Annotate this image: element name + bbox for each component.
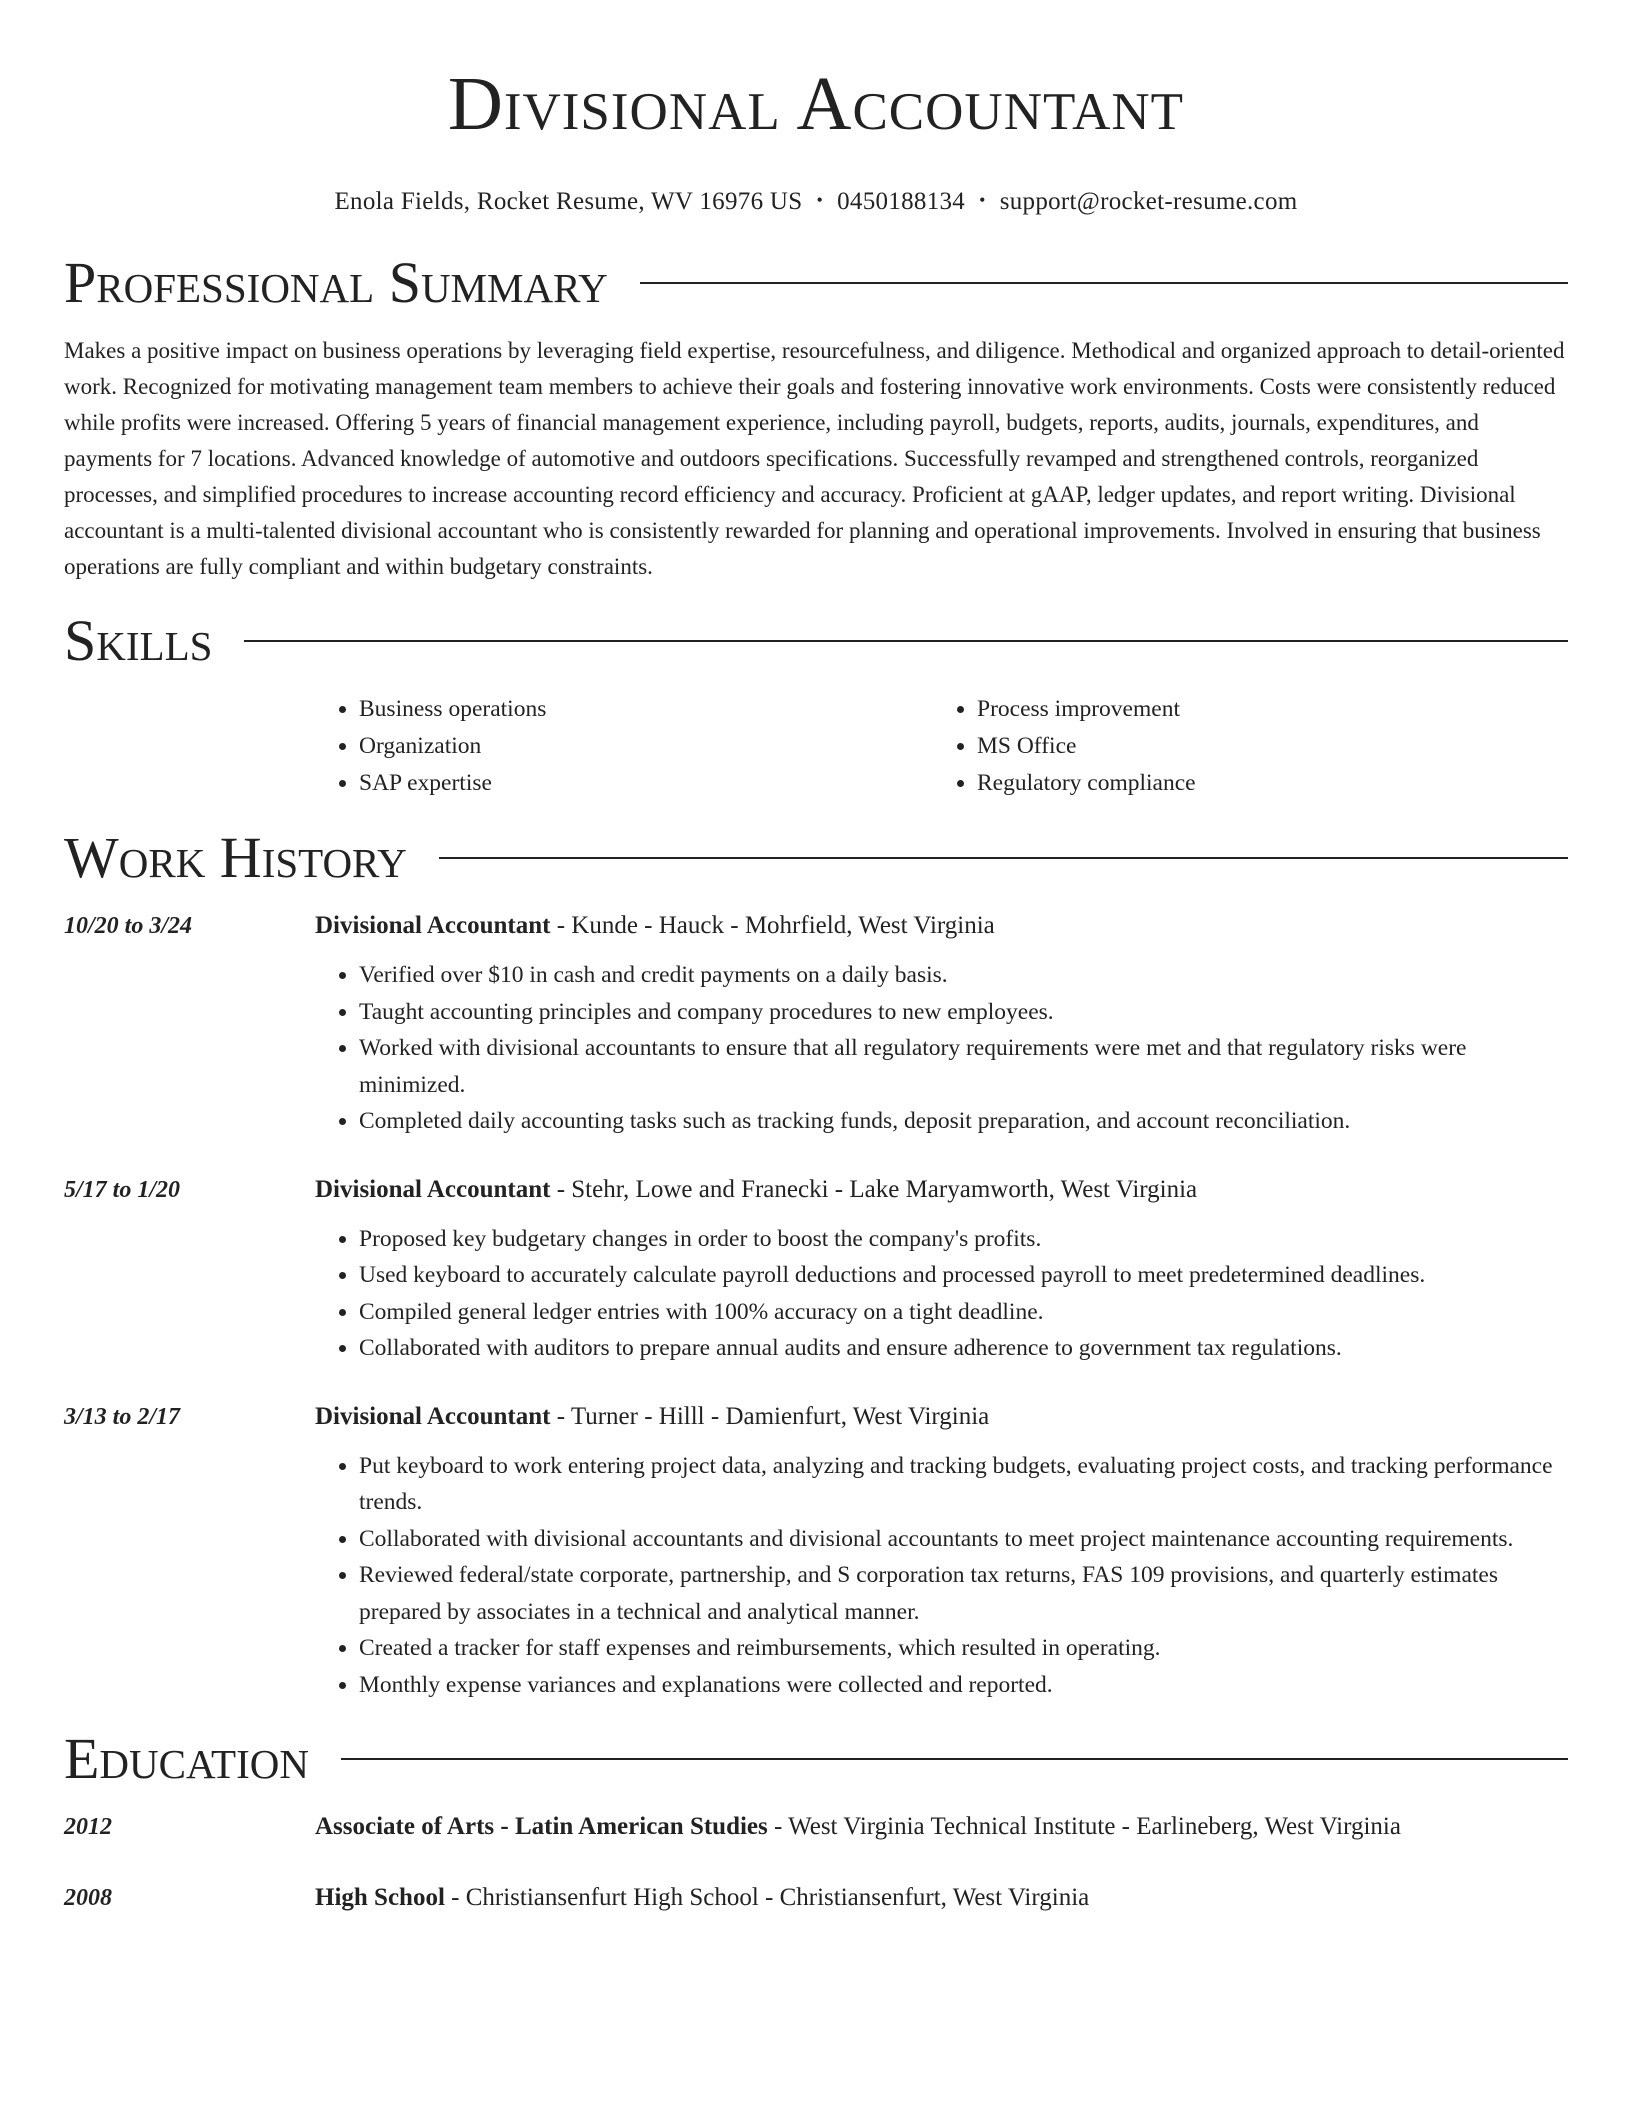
work-bullet: • Compiled general ledger entries with 100% accuracy on a tight deadline.	[359, 1294, 1568, 1331]
education-entry-body	[315, 1880, 1568, 1916]
work-bullet: • Completed daily accounting tasks such as tracking funds, deposit preparation, and account reconciliation.	[359, 1103, 1568, 1140]
section-header-summary	[64, 251, 1568, 315]
section-title-skills: Skills	[64, 608, 213, 673]
work-bullets	[315, 1448, 1568, 1704]
work-bullet: • Worked with divisional accountants to ensure that all regulatory requirements were met and that regulatory risks were minimized.	[359, 1030, 1568, 1103]
education-year: 2012	[64, 1814, 112, 1840]
work-bullet: • Used keyboard to accurately calculate payroll deductions and processed payroll to meet predetermined deadlines.	[359, 1257, 1568, 1294]
work-entry-body	[315, 1399, 1568, 1704]
skill-item: • MS Office	[977, 728, 1551, 765]
section-divider	[439, 857, 1568, 859]
education-entry	[64, 1809, 1568, 1845]
contact-address: Enola Fields, Rocket Resume, WV 16976 US	[334, 188, 803, 215]
work-entry	[64, 1399, 1568, 1704]
job-details: - Kunde - Hauck - Mohrfield, West Virginia	[550, 912, 995, 939]
skills-column-right	[933, 691, 1551, 802]
work-entry-body	[315, 908, 1568, 1140]
contact-separator: •	[979, 190, 986, 210]
skill-item: • Regulatory compliance	[977, 765, 1551, 802]
section-header-education	[64, 1727, 1568, 1791]
school-details: - West Virginia Technical Institute - Earlineberg, West Virginia	[767, 1813, 1401, 1840]
work-entry	[64, 1172, 1568, 1367]
resume-title: Divisional Accountant	[447, 62, 1185, 146]
work-dates: 5/17 to 1/20	[64, 1176, 181, 1203]
section-divider	[341, 1758, 1568, 1760]
degree-name: Associate of Arts - Latin American Studies	[315, 1813, 768, 1840]
education-entry	[64, 1880, 1568, 1916]
skill-item: • Organization	[359, 728, 933, 765]
work-bullet: • Collaborated with auditors to prepare annual audits and ensure adherence to government tax regulations.	[359, 1330, 1568, 1367]
section-divider	[640, 282, 1568, 284]
section-title-summary: Professional Summary	[64, 250, 608, 315]
work-title-line	[315, 1172, 1568, 1208]
work-dates: 10/20 to 3/24	[64, 913, 193, 939]
summary-text: Makes a positive impact on business operations by leveraging field expertise, resourcefulness, and diligence. Methodical and organized approach to detail-oriented work. Recognized for motivating management team members to achieve their goals and fostering innovative work environments. Costs were consistently reduced while profits were increased. Offering 5 years of financial management experience, including payroll, budgets, reports, audits, journals, expenditures, and payments for 7 locations. Advanced knowledge of automotive and outdoors specifications. Successfully revamped and strengthened controls, reorganized processes, and simplified procedures to increase accounting record efficiency and accuracy. Proficient at gAAP, ledger updates, and report writing. Divisional accountant is a multi-talented divisional accountant who is consistently rewarded for planning and operational improvements. Involved in ensuring that business operations are fully compliant and within budgetary constraints.	[64, 338, 1565, 579]
work-entry-body	[315, 1172, 1568, 1367]
section-divider	[244, 640, 1568, 642]
job-title: Divisional Accountant	[315, 1402, 551, 1430]
work-bullet: • Collaborated with divisional accountants and divisional accountants to meet project maintenance accounting requirements.	[359, 1521, 1568, 1558]
skill-item: • SAP expertise	[359, 765, 933, 802]
school-details: - Christiansenfurt High School - Christiansenfurt, West Virginia	[444, 1884, 1090, 1911]
section-header-work	[64, 826, 1568, 890]
job-details: - Stehr, Lowe and Franecki - Lake Maryamworth, West Virginia	[550, 1175, 1198, 1203]
skill-item: • Process improvement	[977, 691, 1551, 728]
section-title-work: Work History	[64, 825, 407, 890]
education-year: 2008	[64, 1885, 112, 1911]
work-bullets	[315, 1221, 1568, 1367]
degree-name: High School	[315, 1884, 445, 1911]
skills-grid	[315, 691, 1568, 802]
section-title-education: Education	[64, 1726, 309, 1791]
work-bullets	[315, 957, 1568, 1140]
skills-column-left	[315, 691, 933, 802]
job-title: Divisional Accountant	[315, 912, 551, 939]
work-bullet: • Monthly expense variances and explanations were collected and reported.	[359, 1667, 1568, 1704]
work-title-line	[315, 1399, 1568, 1435]
work-bullet: • Reviewed federal/state corporate, partnership, and S corporation tax returns, FAS 109 provisions, and quarterly estimates prepared by associates in a technical and analytical manner.	[359, 1557, 1568, 1630]
work-bullet: • Verified over $10 in cash and credit payments on a daily basis.	[359, 957, 1568, 994]
job-title: Divisional Accountant	[315, 1175, 551, 1203]
skill-item: • Business operations	[359, 691, 933, 728]
education-title-line	[315, 1880, 1568, 1916]
work-bullet: • Proposed key budgetary changes in order to boost the company's profits.	[359, 1221, 1568, 1258]
work-title-line	[315, 908, 1568, 944]
contact-line	[64, 186, 1568, 219]
work-entry	[64, 908, 1568, 1140]
work-dates: 3/13 to 2/17	[64, 1403, 181, 1430]
contact-phone: 0450188134	[837, 188, 966, 215]
education-entry-body	[315, 1809, 1568, 1845]
section-header-skills	[64, 609, 1568, 673]
work-bullet: • Put keyboard to work entering project data, analyzing and tracking budgets, evaluating project costs, and tracking performance trends.	[359, 1448, 1568, 1521]
contact-separator: •	[816, 190, 824, 210]
work-bullet: • Created a tracker for staff expenses and reimbursements, which resulted in operating.	[359, 1630, 1568, 1667]
contact-email[interactable]: support@rocket-resume.com	[999, 188, 1298, 215]
job-details: - Turner - Hilll - Damienfurt, West Virginia	[550, 1402, 990, 1430]
work-bullet: • Taught accounting principles and company procedures to new employees.	[359, 994, 1568, 1031]
education-title-line	[315, 1809, 1568, 1845]
